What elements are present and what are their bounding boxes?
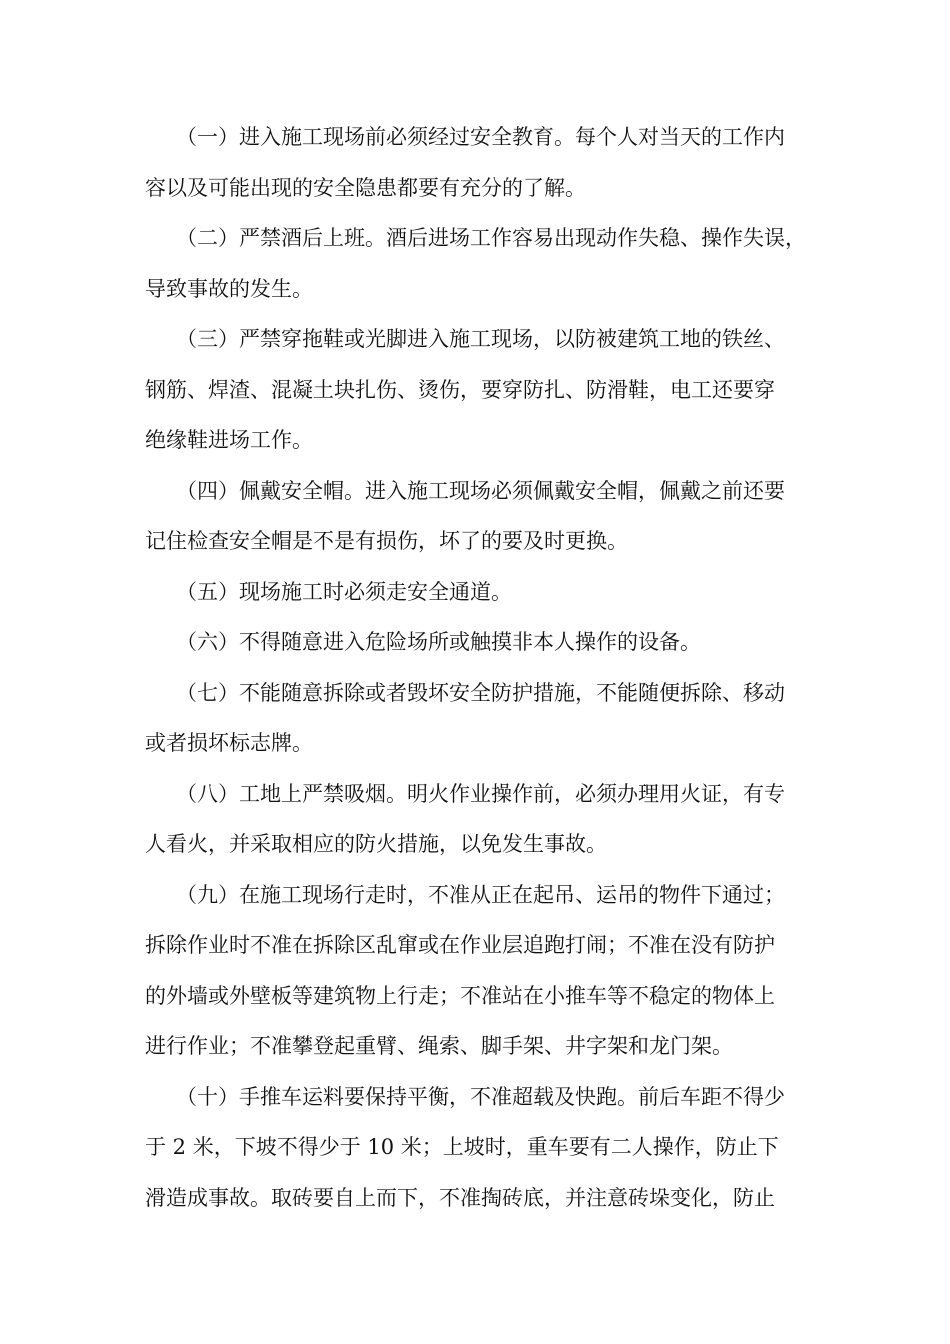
paragraph-line: 人看火，并采取相应的防火措施，以免发生事故。 (145, 832, 607, 856)
paragraph-line: （二）严禁酒后上班。酒后进场工作容易出现动作失稳、操作失误， (176, 226, 806, 250)
paragraph-line: 导致事故的发生。 (145, 276, 313, 301)
paragraph-6 (145, 617, 813, 668)
paragraph-1 (145, 112, 813, 213)
paragraph-line: 记住检查安全帽是不是有损伤，坏了的要及时更换。 (145, 529, 628, 553)
paragraph-5 (145, 567, 813, 618)
paragraph-4 (145, 466, 813, 567)
paragraph-line: 的外墙或外壁板等建筑物上行走；不准站在小推车等不稳定的物体上 (145, 983, 775, 1008)
paragraph-line: （五）现场施工时必须走安全通道。 (176, 579, 512, 604)
document-body (145, 112, 813, 1223)
paragraph-line: 绝缘鞋进场工作。 (145, 428, 313, 452)
paragraph-line: （九）在施工现场行走时，不准从正在起吊、运吊的物件下通过； (176, 882, 785, 907)
paragraph-line: （六）不得随意进入危险场所或触摸非本人操作的设备。 (176, 630, 701, 654)
paragraph-line: （三）严禁穿拖鞋或光脚进入施工现场，以防被建筑工地的铁丝、 (176, 327, 785, 351)
paragraph-line: 或者损坏标志牌。 (145, 731, 313, 755)
paragraph-3 (145, 314, 813, 466)
paragraph-7 (145, 668, 813, 769)
paragraph-line: （八）工地上严禁吸烟。明火作业操作前，必须办理用火证，有专 (176, 781, 785, 806)
paragraph-line: 容以及可能出现的安全隐患都要有充分的了解。 (145, 175, 586, 200)
paragraph-line: （七）不能随意拆除或者毁坏安全防护措施，不能随便拆除、移动 (176, 680, 785, 705)
paragraph-line: 于 2 米，下坡不得少于 10 米；上坡时，重车要有二人操作，防止下 (145, 1135, 779, 1159)
paragraph-8 (145, 769, 813, 870)
paragraph-2 (145, 213, 813, 314)
paragraph-10 (145, 1072, 813, 1224)
paragraph-line: 滑造成事故。取砖要自上而下，不准掏砖底，并注意砖垛变化，防止 (145, 1185, 775, 1210)
paragraph-line: （一）进入施工现场前必须经过安全教育。每个人对当天的工作内 (176, 125, 785, 149)
paragraph-line: （十）手推车运料要保持平衡，不准超载及快跑。前后车距不得少 (176, 1084, 785, 1109)
paragraph-line: （四）佩戴安全帽。进入施工现场必须佩戴安全帽，佩戴之前还要 (176, 478, 785, 503)
paragraph-line: 钢筋、焊渣、混凝土块扎伤、烫伤，要穿防扎、防滑鞋，电工还要穿 (145, 377, 775, 402)
paragraph-line: 拆除作业时不准在拆除区乱窜或在作业层追跑打闹；不准在没有防护 (145, 933, 775, 957)
paragraph-line: 进行作业；不准攀登起重臂、绳索、脚手架、井字架和龙门架。 (145, 1034, 733, 1058)
paragraph-9 (145, 870, 813, 1072)
